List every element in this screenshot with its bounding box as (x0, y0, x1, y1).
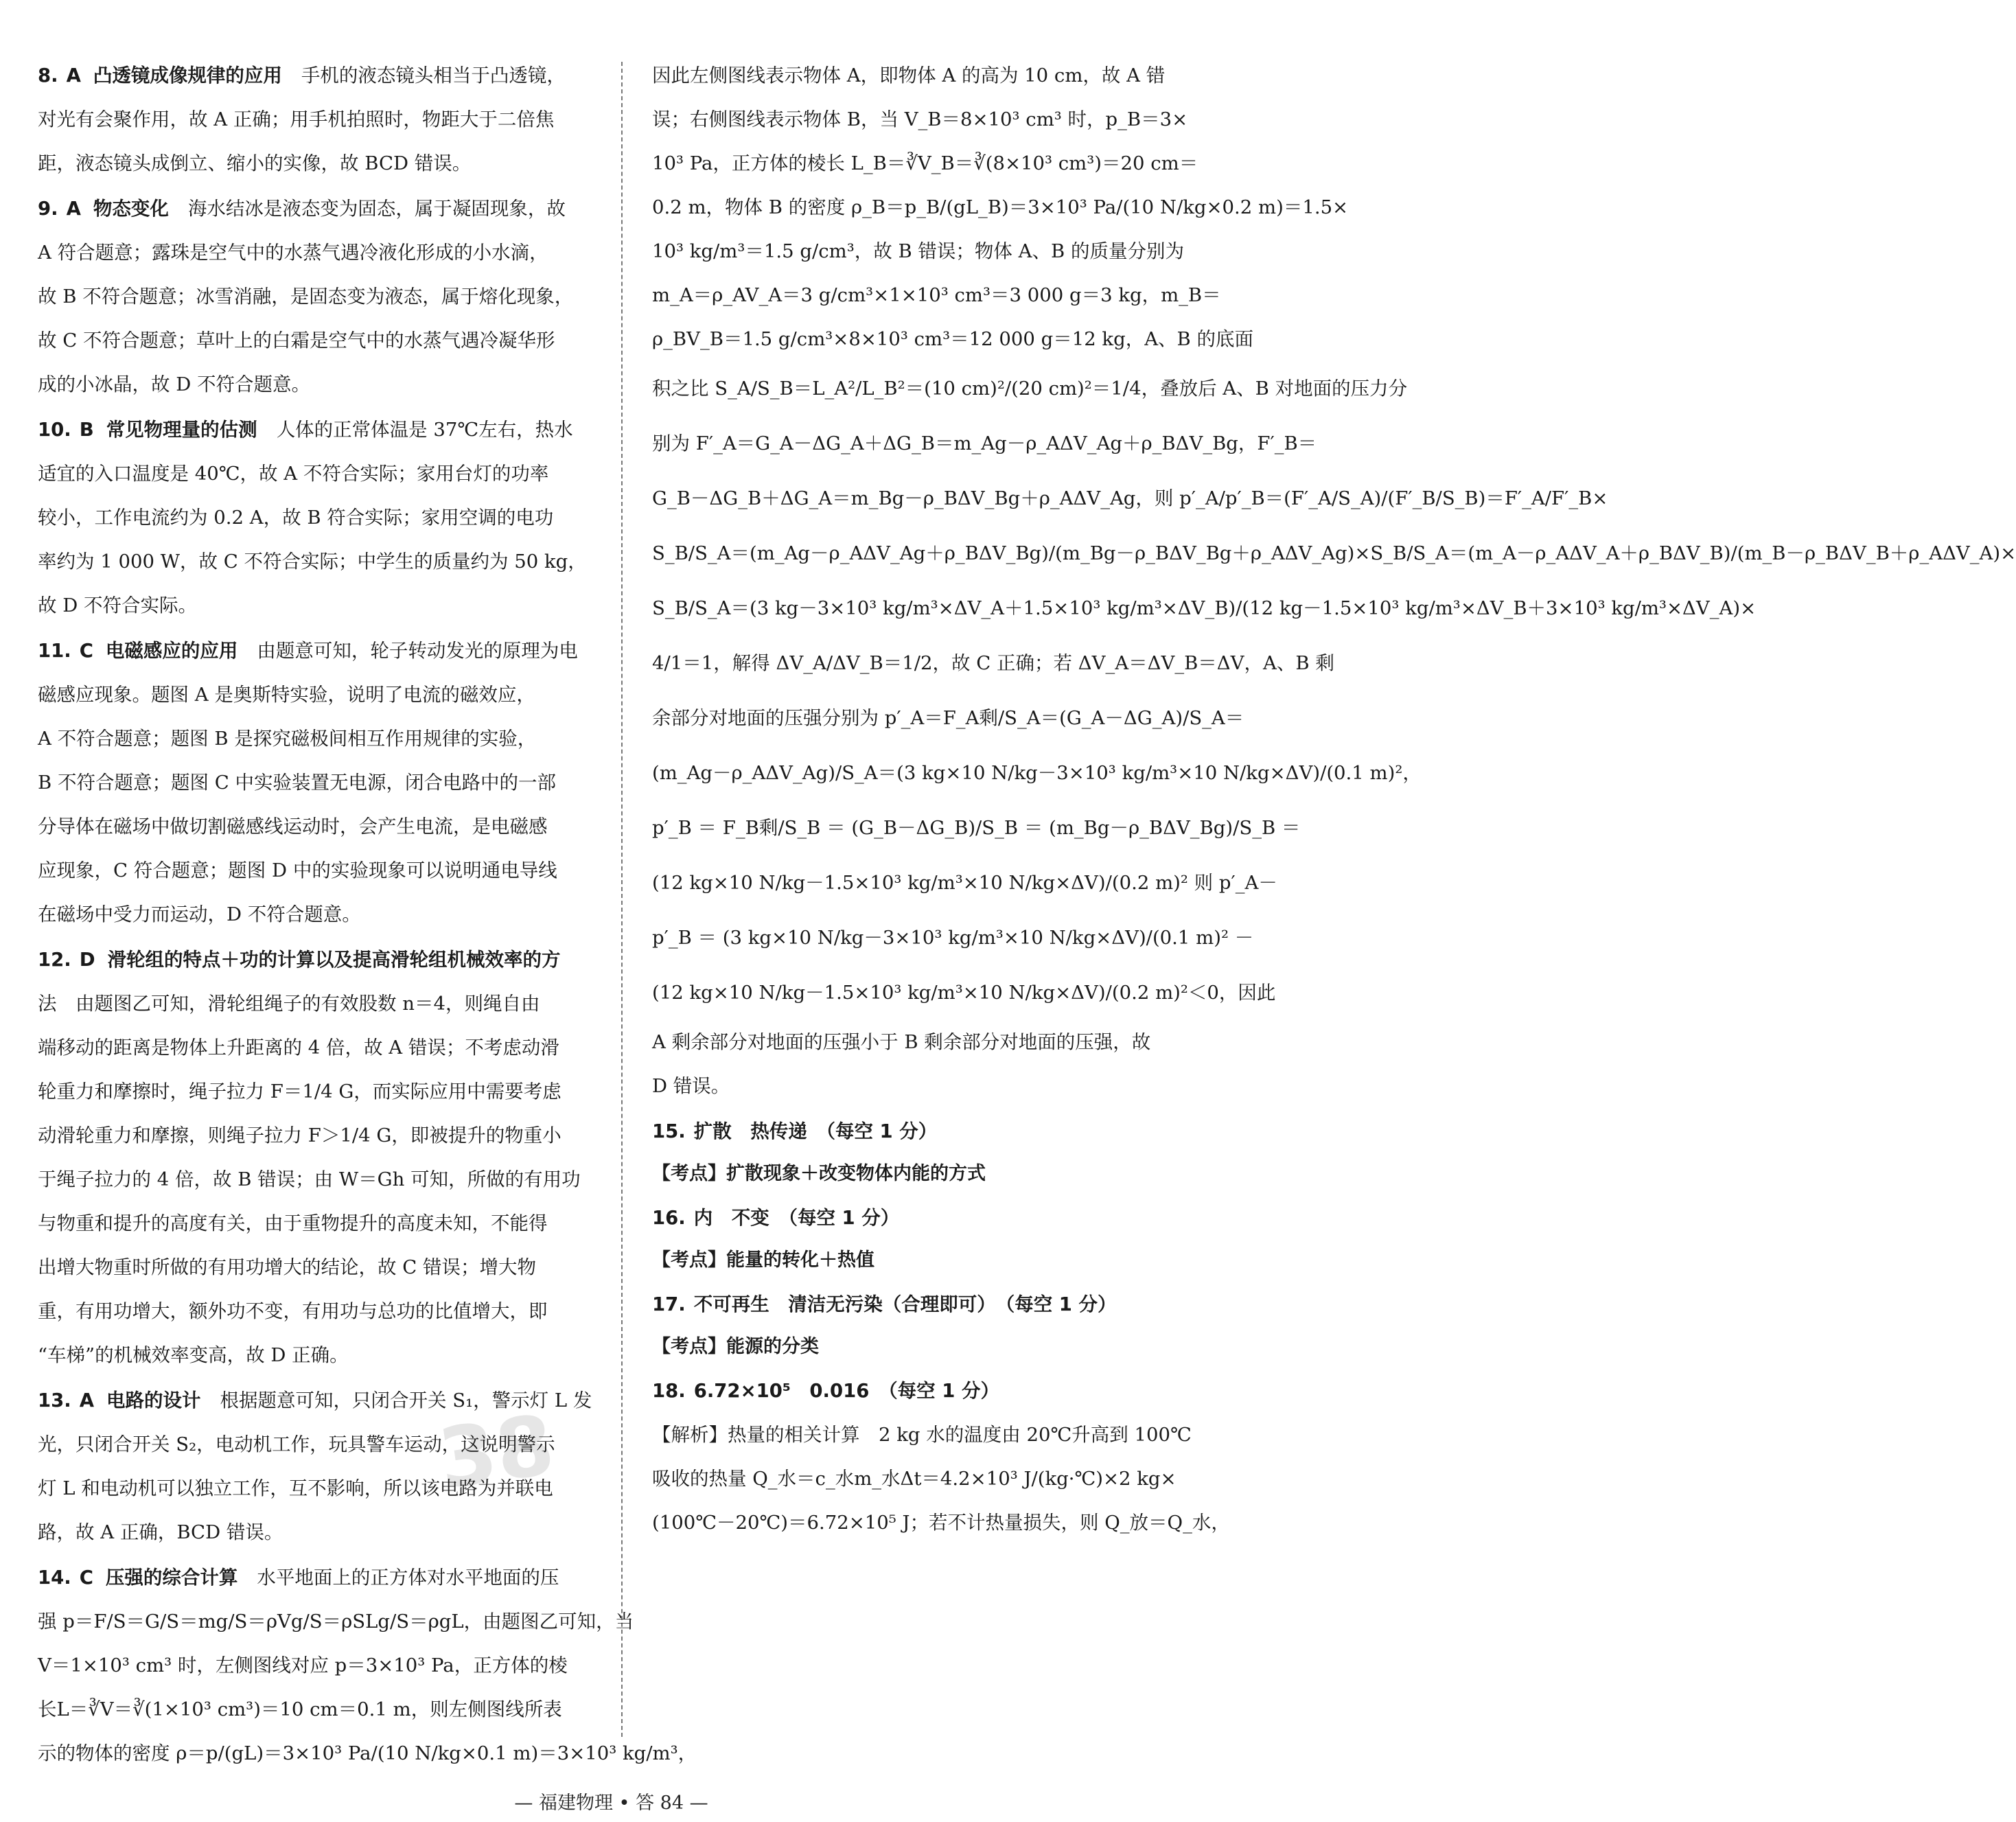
explanation-line: A 剩余部分对地面的压强小于 B 剩余部分对地面的压强，故 (652, 1031, 1151, 1053)
explanation-line: 光，只闭合开关 S₂，电动机工作，玩具警车运动，这说明警示 (38, 1433, 555, 1455)
explanation-line: 路，故 A 正确，BCD 错误。 (38, 1521, 283, 1543)
explanation-line: 误；右侧图线表示物体 B，当 V_B＝8×10³ cm³ 时，p_B＝3× (652, 108, 1188, 130)
explanation-line: 示的物体的密度 ρ＝p/(gL)＝3×10³ Pa/(10 N/kg×0.1 m)＝3×10³ kg/m³， (38, 1742, 697, 1764)
explanation-line: 吸收的热量 Q_水＝c_水m_水Δt＝4.2×10³ J/(kg·℃)×2 kg× (652, 1468, 1177, 1490)
explanation-line: p′_B ＝ (3 kg×10 N/kg－3×10³ kg/m³×10 N/kg×ΔV)/(0.1 m)² － (652, 927, 1254, 949)
explanation-line: 率约为 1 000 W，故 C 不符合实际；中学生的质量约为 50 kg， (38, 551, 587, 573)
question-number: 14. (38, 1567, 71, 1589)
topic-label: 电磁感应的应用 (105, 640, 238, 662)
knowledge-point-tag: 【考点】扩散现象＋改变物体内能的方式 (652, 1163, 986, 1184)
question-number: 8. (38, 65, 58, 87)
explanation-line: 重，有用功增大，额外功不变，有用功与总功的比值增大，即 (38, 1300, 548, 1322)
explanation-line: p′_B ＝ F_B剩/S_B ＝ (G_B－ΔG_B)/S_B ＝ (m_Bg－ρ_BΔV_Bg)/S_B ＝ (652, 817, 1301, 839)
topic-label: 常见物理量的估测 (106, 419, 257, 441)
answer-letter: A (66, 198, 81, 220)
question-number: 11. (38, 640, 71, 662)
answer-text: 内 不变 （每空 1 分） (693, 1207, 900, 1229)
page-footer: — 福建物理 • 答 84 — (514, 1792, 708, 1814)
explanation-line: 磁感应现象。题图 A 是奥斯特实验，说明了电流的磁效应， (38, 684, 535, 706)
topic-label: 物态变化 (93, 198, 169, 220)
explanation-line: 分导体在磁场中做切割磁感线运动时，会产生电流，是电磁感 (38, 816, 548, 838)
explanation-line: 根据题意可知，只闭合开关 S₁，警示灯 L 发 (220, 1389, 592, 1411)
explanation-line: 应现象，C 符合题意；题图 D 中的实验现象可以说明通电导线 (38, 860, 557, 881)
question-q9 (38, 187, 597, 406)
watermark-logo: 38 (432, 1397, 560, 1508)
answer-letter: C (79, 640, 93, 662)
answer-text: 不可再生 清洁无污染（合理即可） （每空 1 分） (693, 1293, 1117, 1315)
explanation-line: S_B/S_A＝(3 kg－3×10³ kg/m³×ΔV_A＋1.5×10³ kg/m³×ΔV_B)/(12 kg－1.5×10³ kg/m³×ΔV_B＋3×10³ kg/m³×ΔV_A)× (652, 597, 1757, 619)
topic-label: 凸透镜成像规律的应用 (93, 65, 282, 87)
answer-letter: A (66, 65, 81, 87)
explanation-line: (100℃－20℃)＝6.72×10⁵ J；若不计热量损失，则 Q_放＝Q_水， (652, 1512, 1230, 1534)
question-q10 (38, 408, 597, 627)
explanation-line: 别为 F′_A＝G_A－ΔG_A＋ΔG_B＝m_Ag－ρ_AΔV_Ag＋ρ_BΔV_Bg，F′_B＝ (652, 433, 1317, 454)
explanation-line: 人体的正常体温是 37℃左右，热水 (276, 419, 573, 441)
topic-label: 滑轮组的特点＋功的计算以及提高滑轮组机械效率的方 (107, 949, 561, 971)
explanation-line: 法 由题图乙可知，滑轮组绳子的有效股数 n＝4，则绳自由 (38, 993, 540, 1015)
question-q11 (38, 629, 597, 936)
answer-text: 6.72×10⁵ 0.016 （每空 1 分） (693, 1380, 999, 1402)
question-q18 (652, 1369, 1230, 1545)
explanation-line: 距，液态镜头成倒立、缩小的实像，故 BCD 错误。 (38, 152, 472, 174)
explanation-line: 0.2 m，物体 B 的密度 ρ_B＝p_B/(gL_B)＝3×10³ Pa/(10 N/kg×0.2 m)＝1.5× (652, 196, 1349, 218)
question-q14 (38, 1556, 697, 1775)
explanation-line: V＝1×10³ cm³ 时，左侧图线对应 p＝3×10³ Pa，正方体的棱 (38, 1654, 568, 1676)
explanation-line: A 符合题意；露珠是空气中的水蒸气遇冷液化形成的小水滴， (38, 242, 548, 264)
explanation-line: (12 kg×10 N/kg－1.5×10³ kg/m³×10 N/kg×ΔV)/(0.2 m)²＜0，因此 (652, 982, 1276, 1004)
explanation-line: 端移动的距离是物体上升距离的 4 倍，故 A 错误；不考虑动滑 (38, 1037, 559, 1059)
answer-text: 扩散 热传递 （每空 1 分） (693, 1120, 938, 1142)
explanation-line: m_A＝ρ_AV_A＝3 g/cm³×1×10³ cm³＝3 000 g＝3 kg，m_B＝ (652, 284, 1221, 306)
topic-label: 电路的设计 (106, 1389, 201, 1411)
question-q17 (652, 1282, 1181, 1368)
question-number: 13. (38, 1389, 71, 1411)
explanation-line: 与物重和提升的高度有关，由于重物提升的高度未知，不能得 (38, 1212, 548, 1234)
explanation-line: 因此左侧图线表示物体 A，即物体 A 的高为 10 cm，故 A 错 (652, 65, 1166, 87)
explanation-line: G_B－ΔG_B＋ΔG_A＝m_Bg－ρ_BΔV_Bg＋ρ_AΔV_Ag，则 p′_A/p′_B＝(F′_A/S_A)/(F′_B/S_B)＝F′_A/F′_B× (652, 487, 1608, 509)
explanation-line: 故 B 不符合题意；冰雪消融，是固态变为液态，属于熔化现象， (38, 286, 574, 308)
answer-letter: D (79, 949, 95, 971)
knowledge-point-tag: 【考点】能量的转化＋热值 (652, 1249, 874, 1271)
question-q15 (652, 1109, 1181, 1195)
explanation-line: 于绳子拉力的 4 倍，故 B 错误；由 W＝Gh 可知，所做的有用功 (38, 1168, 581, 1190)
explanation-line: “车梯”的机械效率变高，故 D 正确。 (38, 1344, 349, 1366)
question-q16 (652, 1196, 1181, 1281)
topic-label: 压强的综合计算 (105, 1567, 238, 1589)
explanation-line: ρ_BV_B＝1.5 g/cm³×8×10³ cm³＝12 000 g＝12 kg，A、B 的底面 (652, 328, 1254, 350)
explanation-line: 灯 L 和电动机可以独立工作，互不影响，所以该电路为并联电 (38, 1477, 553, 1499)
answer-letter: A (79, 1389, 95, 1411)
explanation-line: 10³ kg/m³＝1.5 g/cm³，故 B 错误；物体 A、B 的质量分别为 (652, 240, 1184, 262)
explanation-line: 对光有会聚作用，故 A 正确；用手机拍照时，物距大于二倍焦 (38, 108, 555, 130)
explanation-line: 出增大物重时所做的有用功增大的结论，故 C 错误；增大物 (38, 1256, 537, 1278)
explanation-line: 水平地面上的正方体对水平地面的压 (257, 1567, 559, 1589)
question-number: 16. (652, 1207, 686, 1229)
explanation-line: D 错误。 (652, 1075, 730, 1097)
explanation-line: S_B/S_A＝(m_Ag－ρ_AΔV_Ag＋ρ_BΔV_Bg)/(m_Bg－ρ_BΔV_Bg＋ρ_AΔV_Ag)×S_B/S_A＝(m_A－ρ_AΔV_A＋ρ_BΔV_B)/(m_B－ρ_BΔV_B＋ρ_AΔV_A)× (652, 542, 2016, 564)
explanation-line: 较小，工作电流约为 0.2 A，故 B 符合实际；家用空调的电功 (38, 507, 554, 529)
question-q13 (38, 1379, 597, 1554)
explanation-line: 由题意可知，轮子转动发光的原理为电 (257, 640, 578, 662)
explanation-line: 适宜的入口温度是 40℃，故 A 不符合实际；家用台灯的功率 (38, 463, 549, 485)
explanation-line: 10³ Pa，正方体的棱长 L_B＝∛V_B＝∛(8×10³ cm³)＝20 cm＝ (652, 152, 1198, 174)
explanation-line: 余部分对地面的压强分别为 p′_A＝F_A剩/S_A＝(G_A－ΔG_A)/S_A＝ (652, 707, 1244, 729)
question-number: 15. (652, 1120, 686, 1142)
question-q8 (38, 54, 597, 185)
question-number: 12. (38, 949, 71, 971)
knowledge-point-tag: 【考点】能源的分类 (652, 1336, 819, 1357)
right-column (652, 54, 2016, 1546)
explanation-line: 故 D 不符合实际。 (38, 595, 198, 616)
question-number: 10. (38, 419, 71, 441)
question-number: 9. (38, 198, 58, 220)
explanation-line: 故 C 不符合题意；草叶上的白霜是空气中的水蒸气遇冷凝华形 (38, 330, 555, 351)
explanation-line: 长L＝∛V＝∛(1×10³ cm³)＝10 cm＝0.1 m，则左侧图线所表 (38, 1698, 562, 1720)
explanation-line: 【解析】热量的相关计算 2 kg 水的温度由 20℃升高到 100℃ (652, 1424, 1192, 1446)
explanation-line: 在磁场中受力而运动，D 不符合题意。 (38, 903, 361, 925)
explanation-line: 动滑轮重力和摩擦，则绳子拉力 F＞1/4 G，即被提升的物重小 (38, 1125, 561, 1146)
answer-letter: B (79, 419, 94, 441)
question-number: 17. (652, 1293, 686, 1315)
explanation-line: B 不符合题意；题图 C 中实验装置无电源，闭合电路中的一部 (38, 772, 556, 794)
explanation-line: 4/1＝1，解得 ΔV_A/ΔV_B＝1/2，故 C 正确；若 ΔV_A＝ΔV_B＝ΔV，A、B 剩 (652, 652, 1334, 674)
explanation-line: 轮重力和摩擦时，绳子拉力 F＝1/4 G，而实际应用中需要考虑 (38, 1081, 561, 1103)
explanation-line: A 不符合题意；题图 B 是探究磁极间相互作用规律的实验， (38, 728, 537, 750)
explanation-line: 海水结冰是液态变为固态，属于凝固现象，故 (187, 198, 566, 220)
explanation-line: (12 kg×10 N/kg－1.5×10³ kg/m³×10 N/kg×ΔV)/(0.2 m)² 则 p′_A－ (652, 872, 1277, 894)
explanation-line: 强 p＝F/S＝G/S＝mg/S＝ρVg/S＝ρSLg/S＝ρgL，由题图乙可知，当 (38, 1611, 634, 1633)
question-number: 18. (652, 1380, 686, 1402)
explanation-line: 成的小冰晶，故 D 不符合题意。 (38, 373, 311, 395)
explanation-line: 积之比 S_A/S_B＝L_A²/L_B²＝(10 cm)²/(20 cm)²＝1/4，叠放后 A、B 对地面的压力分 (652, 378, 1408, 400)
question-q12 (38, 938, 597, 1377)
explanation-line: 手机的液态镜头相当于凸透镜， (301, 65, 566, 87)
explanation-line: (m_Ag－ρ_AΔV_Ag)/S_A＝(3 kg×10 N/kg－3×10³ kg/m³×10 N/kg×ΔV)/(0.1 m)²， (652, 762, 1422, 784)
answer-letter: C (79, 1567, 93, 1589)
q14-continuation (652, 54, 2016, 1108)
